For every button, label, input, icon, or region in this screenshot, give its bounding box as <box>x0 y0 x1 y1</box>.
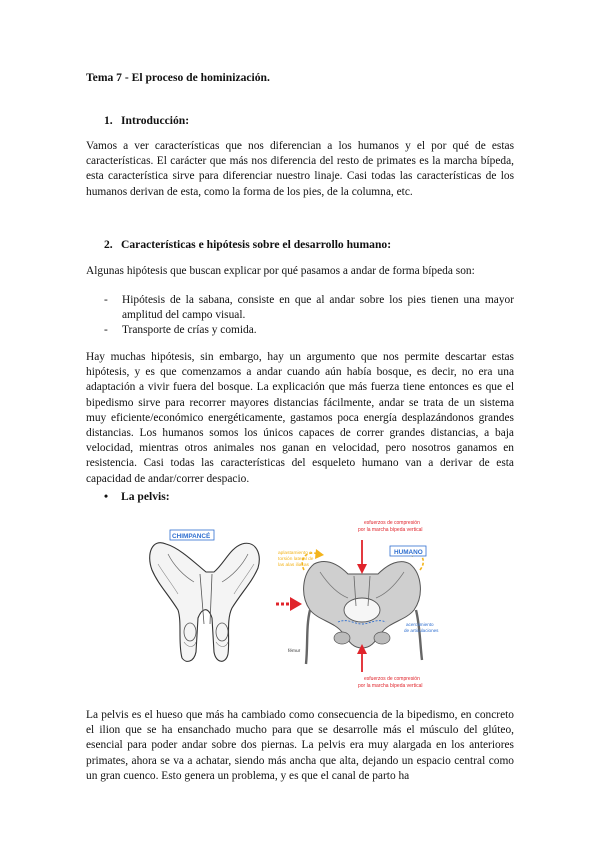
hypothesis-list <box>104 293 514 339</box>
list-item <box>104 323 514 338</box>
list-marker: - <box>104 324 108 337</box>
femur-label: fémur <box>288 649 301 654</box>
compression-bottom-label-line2: por la marcha bípeda vertical <box>358 683 423 689</box>
pelvis-comparison-figure <box>138 514 442 696</box>
torsion-label-line2: torsión lateral de <box>278 557 314 562</box>
compression-top-label-line2: por la marcha bípeda vertical <box>358 527 423 533</box>
document-title: Tema 7 - El proceso de hominización. <box>86 71 270 84</box>
torsion-label-line1: aplastamiento e <box>278 551 312 556</box>
bullet-marker: • <box>104 490 109 503</box>
compression-arrow-top <box>357 540 367 574</box>
section-2-heading <box>104 237 391 252</box>
section-2-paragraph: Hay muchas hipótesis, sin embargo, hay un argumento que nos permite descartar estas hipótesis, y es que comenzamos a andar cuando aún había bosque, es decir, no era una adaptación a vivir fuera del bosque. La explicación que más fuerza tiene entonces es que el bipedismo sirve para recorrer mayores distancias fácilmente, andar se trata de un sistema muy eficiente/económico energéticamente, gastamos poca energía desplazándonos grandes distancias. Los humanos somos los únicos capaces de correr grandes distancias, a baja velocidad, mientras otros animales nos ganan en velocidad, pero nosotros ganamos en resistencia. Casi todas las características del esqueleto humano van a derivar de esta capacidad de andar/correr despacio. <box>86 351 514 485</box>
pelvis-heading <box>104 489 170 504</box>
list-item-text: Hipótesis de la sabana, consiste en que al andar sobre los pies tienen una mayor amplitud del campo visual. <box>122 294 514 322</box>
section-1-title: Introducción: <box>121 114 190 127</box>
joint-approach-label-line1: acercamiento <box>406 622 434 627</box>
chimp-pelvis-illustration <box>150 543 260 662</box>
torsion-label-line3: las alas iliacas <box>278 563 309 568</box>
transition-arrow <box>276 597 302 611</box>
section-1-heading <box>104 113 189 128</box>
section-1-number: 1. <box>104 114 113 127</box>
compression-arrow-bottom <box>357 644 367 672</box>
torsion-arrowhead-left <box>315 549 324 559</box>
pelvis-title: La pelvis: <box>121 490 170 503</box>
compression-top-label-line1: esfuerzos de compresión <box>364 520 420 526</box>
section-1-paragraph: Vamos a ver características que nos diferencian a los humanos y el por qué de estas características. El carácter que más nos diferencia del resto de primates es la marcha bípeda, esta característica sirve para diferenciar nuestro linaje. Casi todas las características de los humanos derivan de esta, como la forma de los pies, de la columna, etc. <box>86 140 514 198</box>
list-item <box>104 293 514 323</box>
joint-approach-label-line2: de articulaciones <box>404 628 439 633</box>
section-2-title: Características e hipótesis sobre el desarrollo humano: <box>121 238 392 251</box>
section-2-number: 2. <box>104 238 113 251</box>
list-marker: - <box>104 294 108 306</box>
human-label: HUMANO <box>394 549 423 556</box>
section-2-intro: Algunas hipótesis que buscan explicar por qué pasamos a andar de forma bípeda son: <box>86 265 475 277</box>
pelvis-paragraph: La pelvis es el hueso que más ha cambiado como consecuencia de la bipedismo, en concreto el ilion que se ha ensanchado mucho para que se desarrolle más el músculo del glúteo, esencial para poder andar sobre dos piernas. La pelvis era muy alargada en los anteriores primates, ahora se va a achatar, siendo más ancha que alta, dejando un espacio central como un gran cuenco. Esto genera un problema, y es que el canal de parto ha <box>86 709 514 782</box>
compression-bottom-label-line1: esfuerzos de compresión <box>364 676 420 682</box>
list-item-text: Transporte de crías y comida. <box>122 324 257 337</box>
chimp-label: CHIMPANCÉ <box>172 533 211 540</box>
